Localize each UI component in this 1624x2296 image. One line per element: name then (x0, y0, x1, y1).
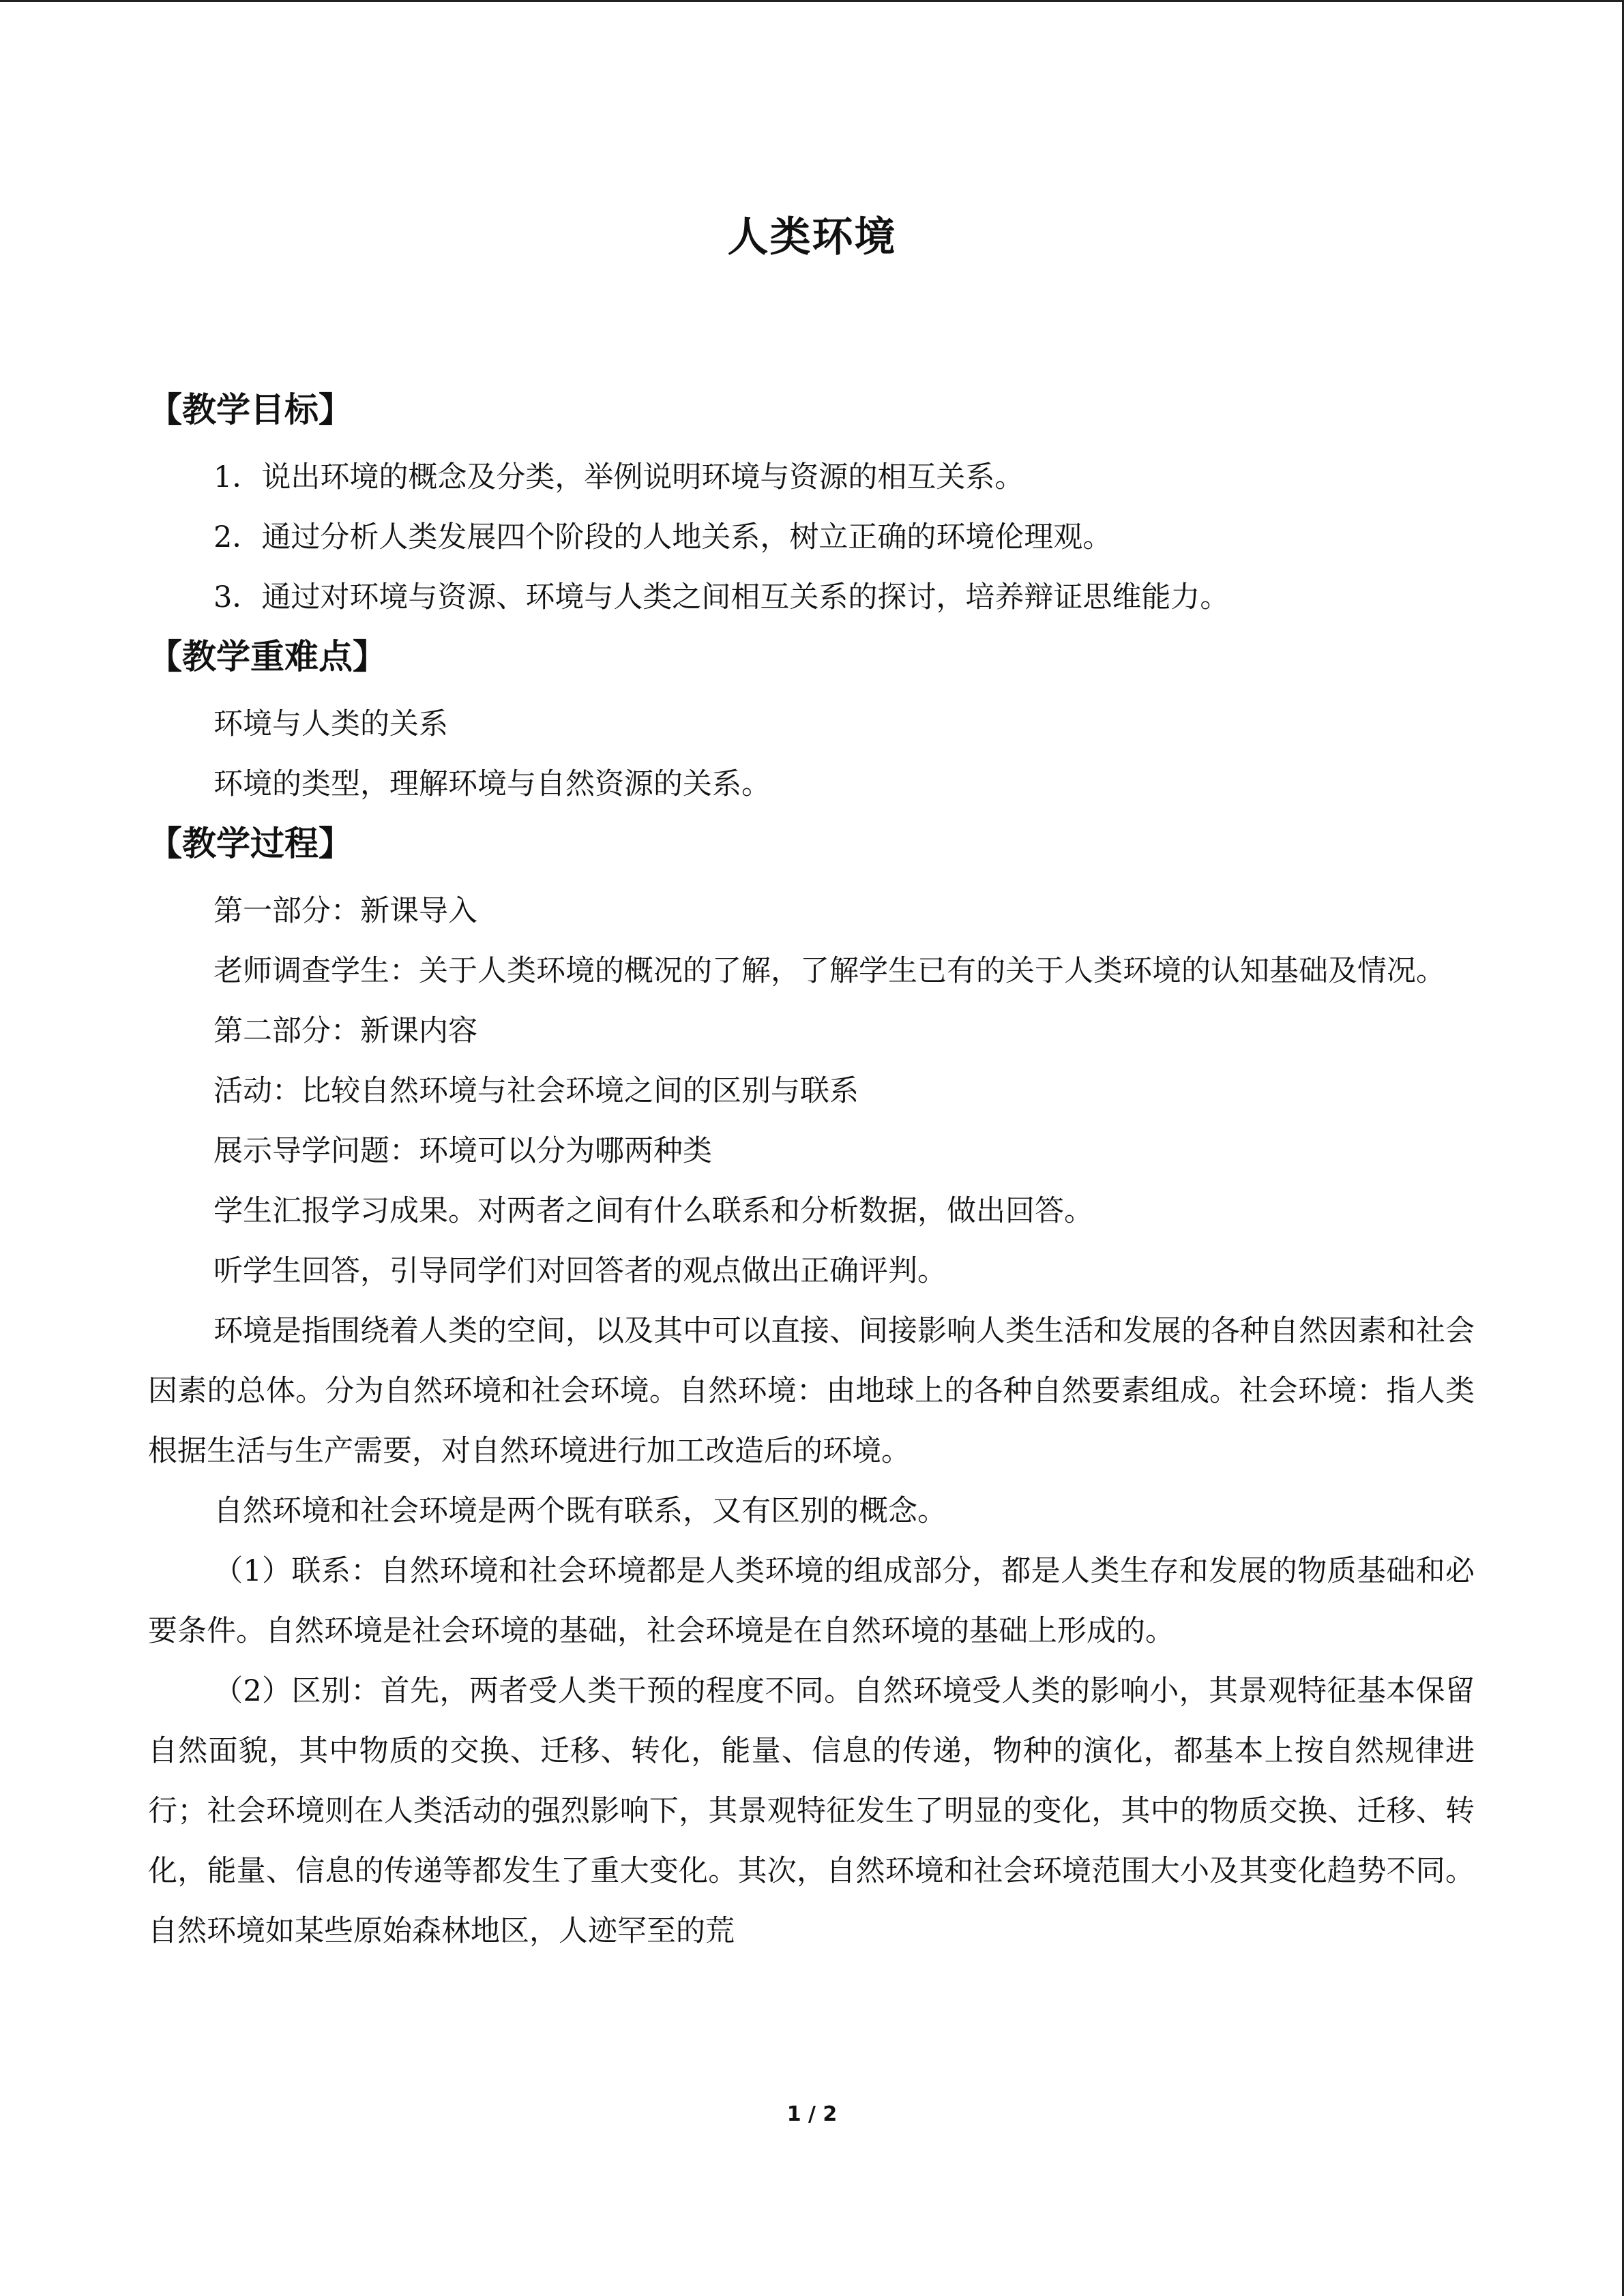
document-body (148, 382, 1475, 1961)
process-paragraph: （2）区别：首先，两者受人类干预的程度不同。自然环境受人类的影响小，其景观特征基本保留自然面貌，其中物质的交换、迁移、转化，能量、信息的传递，物种的演化，都基本上按自然规律进行；社会环境则在人类活动的强烈影响下，其景观特征发生了明显的变化，其中的物质交换、迁移、转化，能量、信息的传递等都发生了重大变化。其次，自然环境和社会环境范围大小及其变化趋势不同。自然环境如某些原始森林地区，人迹罕至的荒 (148, 1674, 1475, 1948)
goal-item: 2．通过分析人类发展四个阶段的人地关系，树立正确的环境伦理观。 (213, 520, 1112, 554)
goal-item: 3．通过对环境与资源、环境与人类之间相互关系的探讨，培养辩证思维能力。 (213, 580, 1230, 614)
process-paragraph: 活动：比较自然环境与社会环境之间的区别与联系 (213, 1074, 859, 1108)
section-heading-process: 【教学过程】 (148, 824, 353, 863)
process-paragraph: 第一部分：新课导入 (213, 894, 477, 928)
process-paragraph: （1）联系：自然环境和社会环境都是人类环境的组成部分，都是人类生存和发展的物质基础和必要条件。自然环境是社会环境的基础，社会环境是在自然环境的基础上形成的。 (148, 1554, 1475, 1648)
process-paragraph: 听学生回答，引导同学们对回答者的观点做出正确评判。 (213, 1254, 947, 1288)
process-paragraph: 老师调查学生：关于人类环境的概况的了解，了解学生已有的关于人类环境的认知基础及情况。 (213, 954, 1445, 988)
goal-item: 1．说出环境的概念及分类，举例说明环境与资源的相互关系。 (213, 460, 1024, 494)
key-point-item: 环境与人类的关系 (213, 707, 448, 741)
key-point-item: 环境的类型，理解环境与自然资源的关系。 (213, 767, 771, 801)
section-heading-goals: 【教学目标】 (148, 390, 353, 430)
process-paragraph: 展示导学问题：环境可以分为哪两种类 (213, 1134, 712, 1168)
process-paragraph: 第二部分：新课内容 (213, 1014, 477, 1048)
process-paragraph: 自然环境和社会环境是两个既有联系，又有区别的概念。 (213, 1494, 947, 1528)
page-number: 1 / 2 (786, 2102, 838, 2126)
section-heading-key-points: 【教学重难点】 (148, 637, 387, 676)
process-paragraph: 环境是指围绕着人类的空间，以及其中可以直接、间接影响人类生活和发展的各种自然因素和社会因素的总体。分为自然环境和社会环境。自然环境：由地球上的各种自然要素组成。社会环境：指人类根据生活与生产需要，对自然环境进行加工改造后的环境。 (148, 1314, 1475, 1468)
document-title: 人类环境 (727, 213, 897, 261)
page-border-top (0, 0, 1624, 2)
process-paragraph: 学生汇报学习成果。对两者之间有什么联系和分析数据，做出回答。 (213, 1194, 1093, 1228)
